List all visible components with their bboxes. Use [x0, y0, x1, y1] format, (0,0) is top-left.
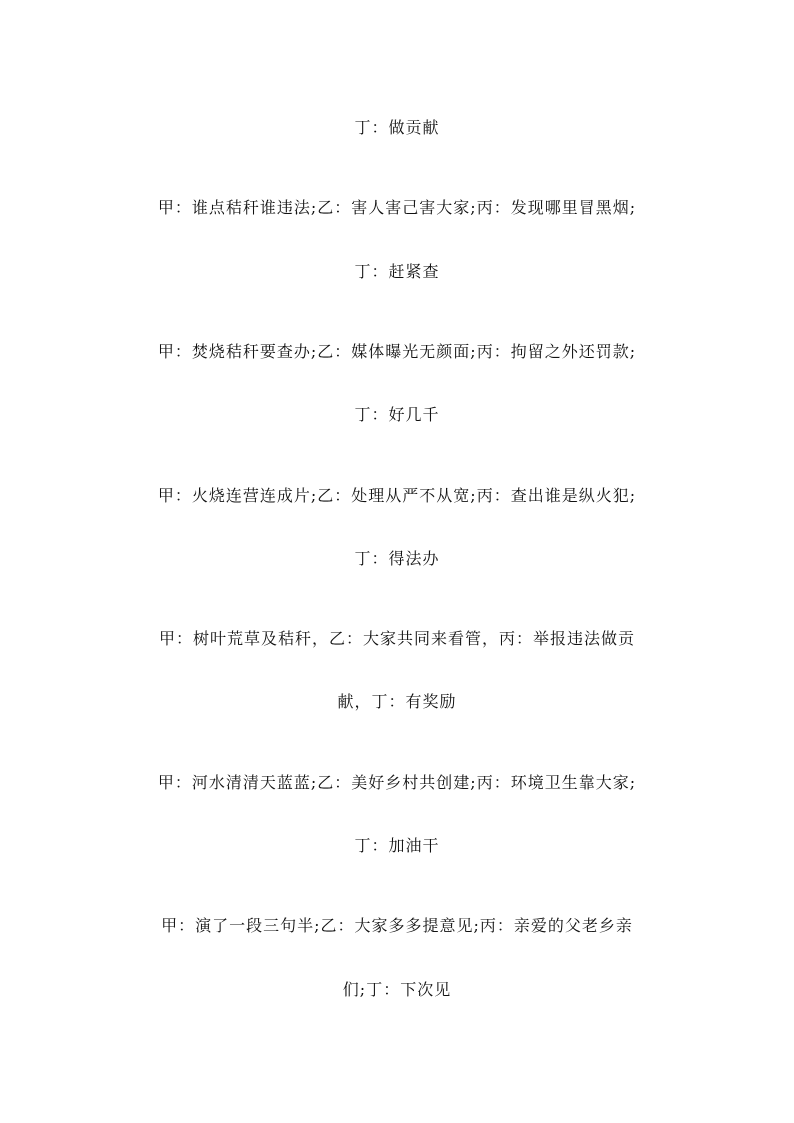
text-line: 丁：好几千: [354, 405, 440, 424]
text-line: 甲：树叶荒草及秸秆，乙：大家共同来看管，丙：举报违法做贡: [158, 629, 635, 648]
text-line: 丁：做贡献: [354, 118, 440, 137]
text-line: 们;丁：下次见: [342, 980, 452, 999]
text-line: 甲：谁点秸秆谁违法;乙：害人害己害大家;丙：发现哪里冒黑烟;: [157, 198, 637, 217]
text-line: 甲：火烧连营连成片;乙：处理从严不从宽;丙：查出谁是纵火犯;: [157, 486, 637, 505]
text-line: 丁：加油干: [354, 836, 440, 855]
text-line: 甲：焚烧秸秆要查办;乙：媒体曝光无颜面;丙：拘留之外还罚款;: [157, 342, 637, 361]
text-line: 献，丁：有奖励: [337, 692, 457, 711]
text-line: 丁：赶紧查: [354, 262, 440, 281]
text-line: 甲：河水清清天蓝蓝;乙：美好乡村共创建;丙：环境卫生靠大家;: [157, 773, 637, 792]
text-line: 甲：演了一段三句半;乙：大家多多提意见;丙：亲爱的父老乡亲: [161, 916, 633, 935]
text-line: 丁：得法办: [354, 549, 440, 568]
